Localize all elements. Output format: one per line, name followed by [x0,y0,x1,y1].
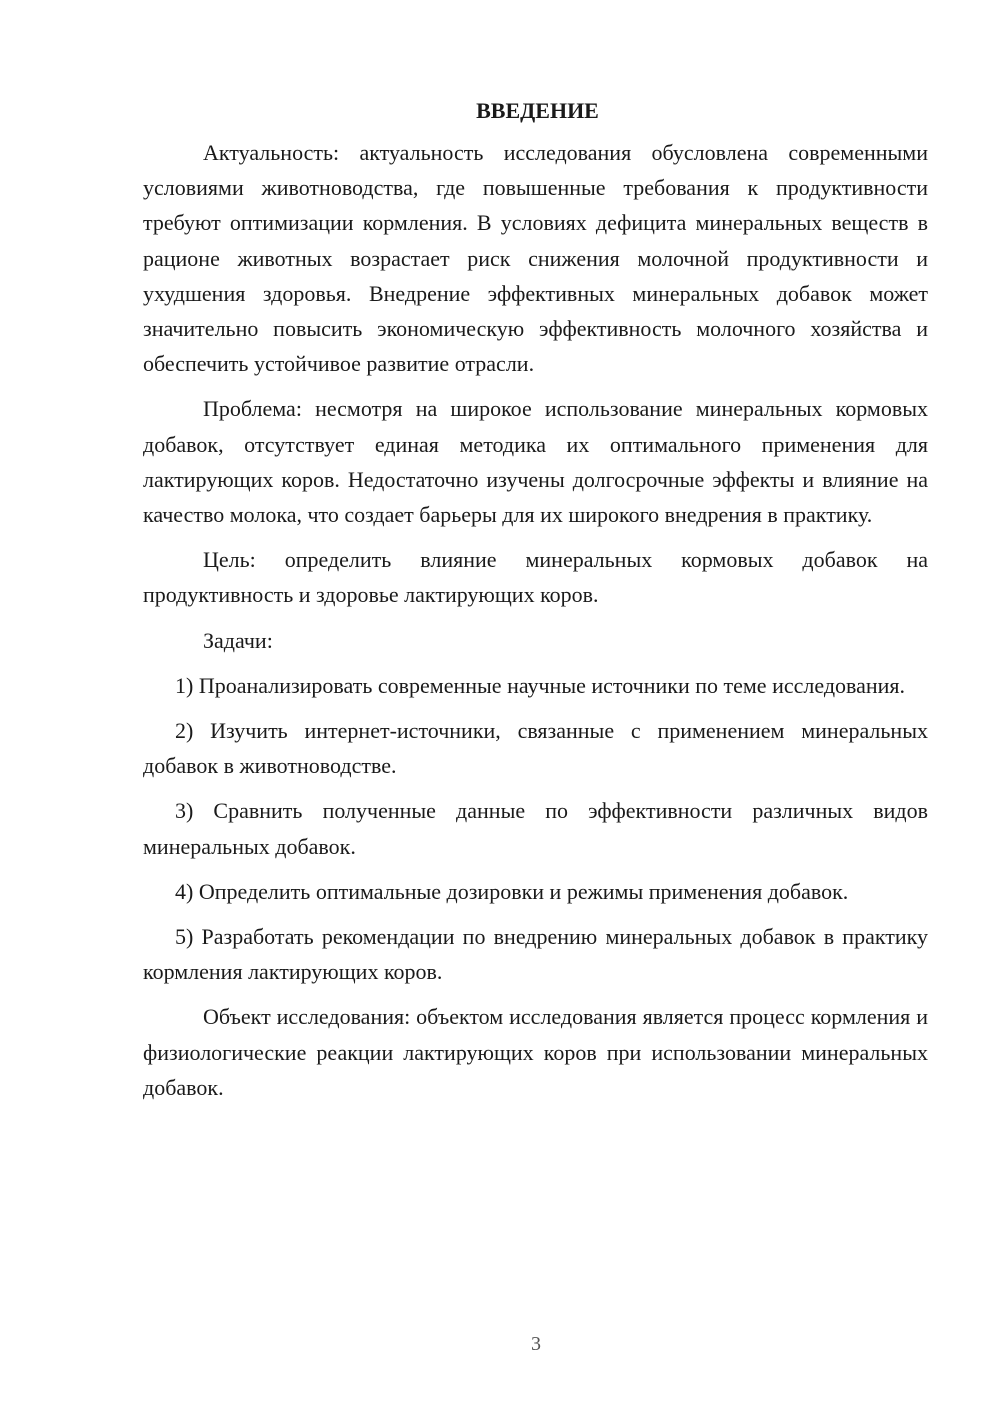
task-item: 5) Разработать рекомендации по внедрению минеральных добавок в практику кормления лактирующих коров. [143,924,928,985]
page-number: 3 [531,1333,541,1355]
task-item: 3) Сравнить полученные данные по эффективности различных видов минеральных добавок. [143,798,928,859]
task-item: 4) Определить оптимальные дозировки и режимы применения добавок. [175,878,849,904]
tasks-label: Задачи: [203,627,273,653]
object-paragraph: Объект исследования: объектом исследования является процесс кормления и физиологические реакции лактирующих коров при использовании минеральных добавок. [143,1004,928,1100]
task-item: 2) Изучить интернет-источники, связанные с применением минеральных добавок в животноводстве. [143,718,928,779]
relevance-paragraph: Актуальность: актуальность исследования обусловлена современными условиями животноводства, где повышенные требования к продуктивности требуют оптимизации кормления. В условиях дефицита минеральных веществ в рационе животных возрастает риск снижения молочной продуктивности и ухудшения здоровья. Внедрение эффективных минеральных добавок может значительно повысить экономическую эффективность молочного хозяйства и обеспечить устойчивое развитие отрасли. [143,140,928,377]
problem-paragraph: Проблема: несмотря на широкое использование минеральных кормовых добавок, отсутствует единая методика их оптимального применения для лактирующих коров. Недостаточно изучены долгосрочные эффекты и влияние на качество молока, что создает барьеры для их широкого внедрения в практику. [143,396,928,528]
section-heading: ВВЕДЕНИЕ [476,98,599,123]
task-item: 1) Проанализировать современные научные источники по теме исследования. [175,672,906,698]
tasks-list [143,668,928,990]
goal-paragraph: Цель: определить влияние минеральных кормовых добавок на продуктивность и здоровье лактирующих коров. [143,547,928,608]
page-content [143,93,928,1115]
